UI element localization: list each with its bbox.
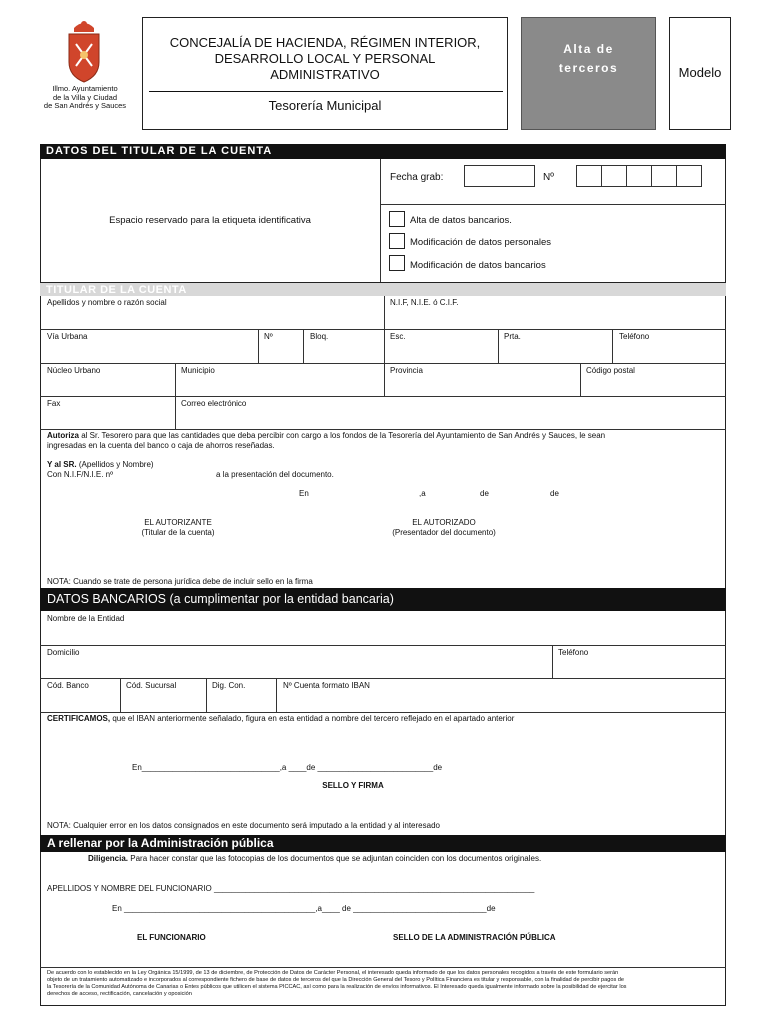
place-de-2: de xyxy=(550,489,559,498)
checkbox-mod-personales[interactable] xyxy=(389,233,405,249)
field-nif: N.I.F, N.I.E. ó C.I.F. xyxy=(390,298,459,307)
autoriza-text: Autoriza al Sr. Tesorero para que las cantidades que deba percibir con cargo a los fondos de la Tesorería del Ayuntamiento de San Andrés y Sauces, le sean xyxy=(47,431,606,440)
autorizante-label: EL AUTORIZANTE (Titular de la cuenta) xyxy=(141,518,215,537)
department-title: CONCEJALÍA DE HACIENDA, RÉGIMEN INTERIOR, DESARROLLO LOCAL Y PERSONAL ADMINISTRATIVO xyxy=(169,35,481,82)
place-a: ,a xyxy=(419,489,426,498)
field-nucleo: Núcleo Urbano xyxy=(47,366,101,375)
badge-line-1: Alta de xyxy=(563,42,614,56)
label-space: Espacio reservado para la etiqueta identificativa xyxy=(109,215,311,226)
field-telefono-banco: Teléfono xyxy=(558,648,589,657)
presentacion-text: a la presentación del documento. xyxy=(216,470,334,479)
model-box xyxy=(669,17,731,130)
field-num: Nº xyxy=(264,332,273,341)
field-apellidos: Apellidos y nombre o razón social xyxy=(47,298,167,307)
numero-label: Nº xyxy=(543,172,554,183)
badge-line-2: terceros xyxy=(558,61,619,75)
funcionario-name-line: APELLIDOS Y NOMBRE DEL FUNCIONARIO ________________________________________________________________________ xyxy=(47,884,535,893)
field-esc: Esc. xyxy=(390,332,406,341)
field-domicilio: Domicilio xyxy=(47,648,80,657)
admin-sello-label: SELLO DE LA ADMINISTRACIÓN PÚBLICA xyxy=(393,933,556,942)
municipal-crest xyxy=(64,18,104,84)
field-entidad: Nombre de la Entidad xyxy=(47,614,125,623)
field-cp: Código postal xyxy=(586,366,635,375)
bank-sello: SELLO Y FIRMA xyxy=(322,781,384,790)
fecha-input[interactable] xyxy=(464,165,535,187)
bank-en-line: En_______________________________,a ____de __________________________de xyxy=(132,763,443,772)
field-cod-sucursal: Cód. Sucursal xyxy=(126,681,177,690)
ysr-text: Y al SR. (Apellidos y Nombre) xyxy=(47,460,154,469)
checkbox-mod-bancarios[interactable] xyxy=(389,255,405,271)
fecha-label: Fecha grab: xyxy=(390,172,444,183)
diligencia-text: Diligencia. Para hacer constar que las fotocopias de los documentos que se adjuntan coinciden con los documentos originales. xyxy=(88,854,542,863)
model-label: Modelo xyxy=(678,65,722,80)
option-mod-bancarios: Modificación de datos bancarios xyxy=(410,260,546,271)
department-box xyxy=(142,17,508,130)
form-frame xyxy=(40,144,726,1006)
place-en: En xyxy=(299,489,309,498)
autorizado-label: EL AUTORIZADO (Presentador del documento) xyxy=(392,518,496,537)
office-name: Tesorería Municipal xyxy=(268,98,382,113)
nota-error: NOTA: Cualquier error en los datos consignados en este documento será imputado a la entidad y al interesado xyxy=(47,821,440,830)
field-telefono: Teléfono xyxy=(619,332,650,341)
admin-en-line: En ___________________________________________,a____ de ______________________________de xyxy=(112,904,496,913)
place-de-1: de xyxy=(480,489,489,498)
option-mod-personales: Modificación de datos personales xyxy=(410,237,552,248)
form-type-badge xyxy=(521,17,656,130)
section1-title: DATOS DEL TITULAR DE LA CUENTA xyxy=(40,144,726,159)
section4-title: A rellenar por la Administración pública xyxy=(40,835,726,852)
checkbox-alta[interactable] xyxy=(389,211,405,227)
option-alta: Alta de datos bancarios. xyxy=(410,215,512,226)
field-dig-con: Dig. Con. xyxy=(212,681,246,690)
nota-persona-juridica: NOTA: Cuando se trate de persona jurídica debe de incluir sello en la firma xyxy=(47,577,313,586)
municipality-name: Illmo. Ayuntamiento de la Villa y Ciudad de San Andrés y Sauces xyxy=(43,84,127,110)
field-iban: Nº Cuenta formato IBAN xyxy=(283,681,370,690)
field-bloq: Bloq. xyxy=(310,332,329,341)
autoriza-text-2: ingresadas en la cuenta del banco o caja de ahorros reseñadas. xyxy=(47,441,275,450)
field-via: Vía Urbana xyxy=(47,332,88,341)
section2-title: TITULAR DE LA CUENTA xyxy=(40,282,726,296)
field-municipio: Municipio xyxy=(181,366,215,375)
field-cod-banco: Cód. Banco xyxy=(47,681,89,690)
con-nif-text: Con N.I.F/N.I.E. nº xyxy=(47,470,114,479)
funcionario-label: EL FUNCIONARIO xyxy=(137,933,206,942)
field-prta: Prta. xyxy=(504,332,521,341)
section3-title: DATOS BANCARIOS (a cumplimentar por la entidad bancaria) xyxy=(40,588,726,611)
field-fax: Fax xyxy=(47,399,61,408)
field-email: Correo electrónico xyxy=(181,399,247,408)
certificamos-text: CERTIFICAMOS, que el IBAN anteriormente señalado, figura en esta entidad a nombre del tercero reflejado en el apartado anterior xyxy=(47,714,515,723)
numero-input[interactable] xyxy=(576,165,702,187)
field-provincia: Provincia xyxy=(390,366,423,375)
legal-notice: De acuerdo con lo establecido en la Ley Orgánica 15/1999, de 13 de diciembre, de Protección de Datos de Carácter Personal, el interesado queda informado de que los datos personales recogidos a través de este formulario serán objeto de un tratamiento automatizado e incorporados al correspondiente fichero de base de datos de terceros del que la Dirección General del Tesoro y Política Financiera es titular y responsable, con la finalidad de percibir pagos de la Tesorería de la Comunidad Autónoma de Canarias o Entes públicos que utilicen el sistema PICCAC, así como para la realización de envíos informativos. El Interesado queda igualmente informado sobre la posibilidad de ejercitar los derechos de acceso, rectificación, cancelación y oposición xyxy=(47,970,627,997)
